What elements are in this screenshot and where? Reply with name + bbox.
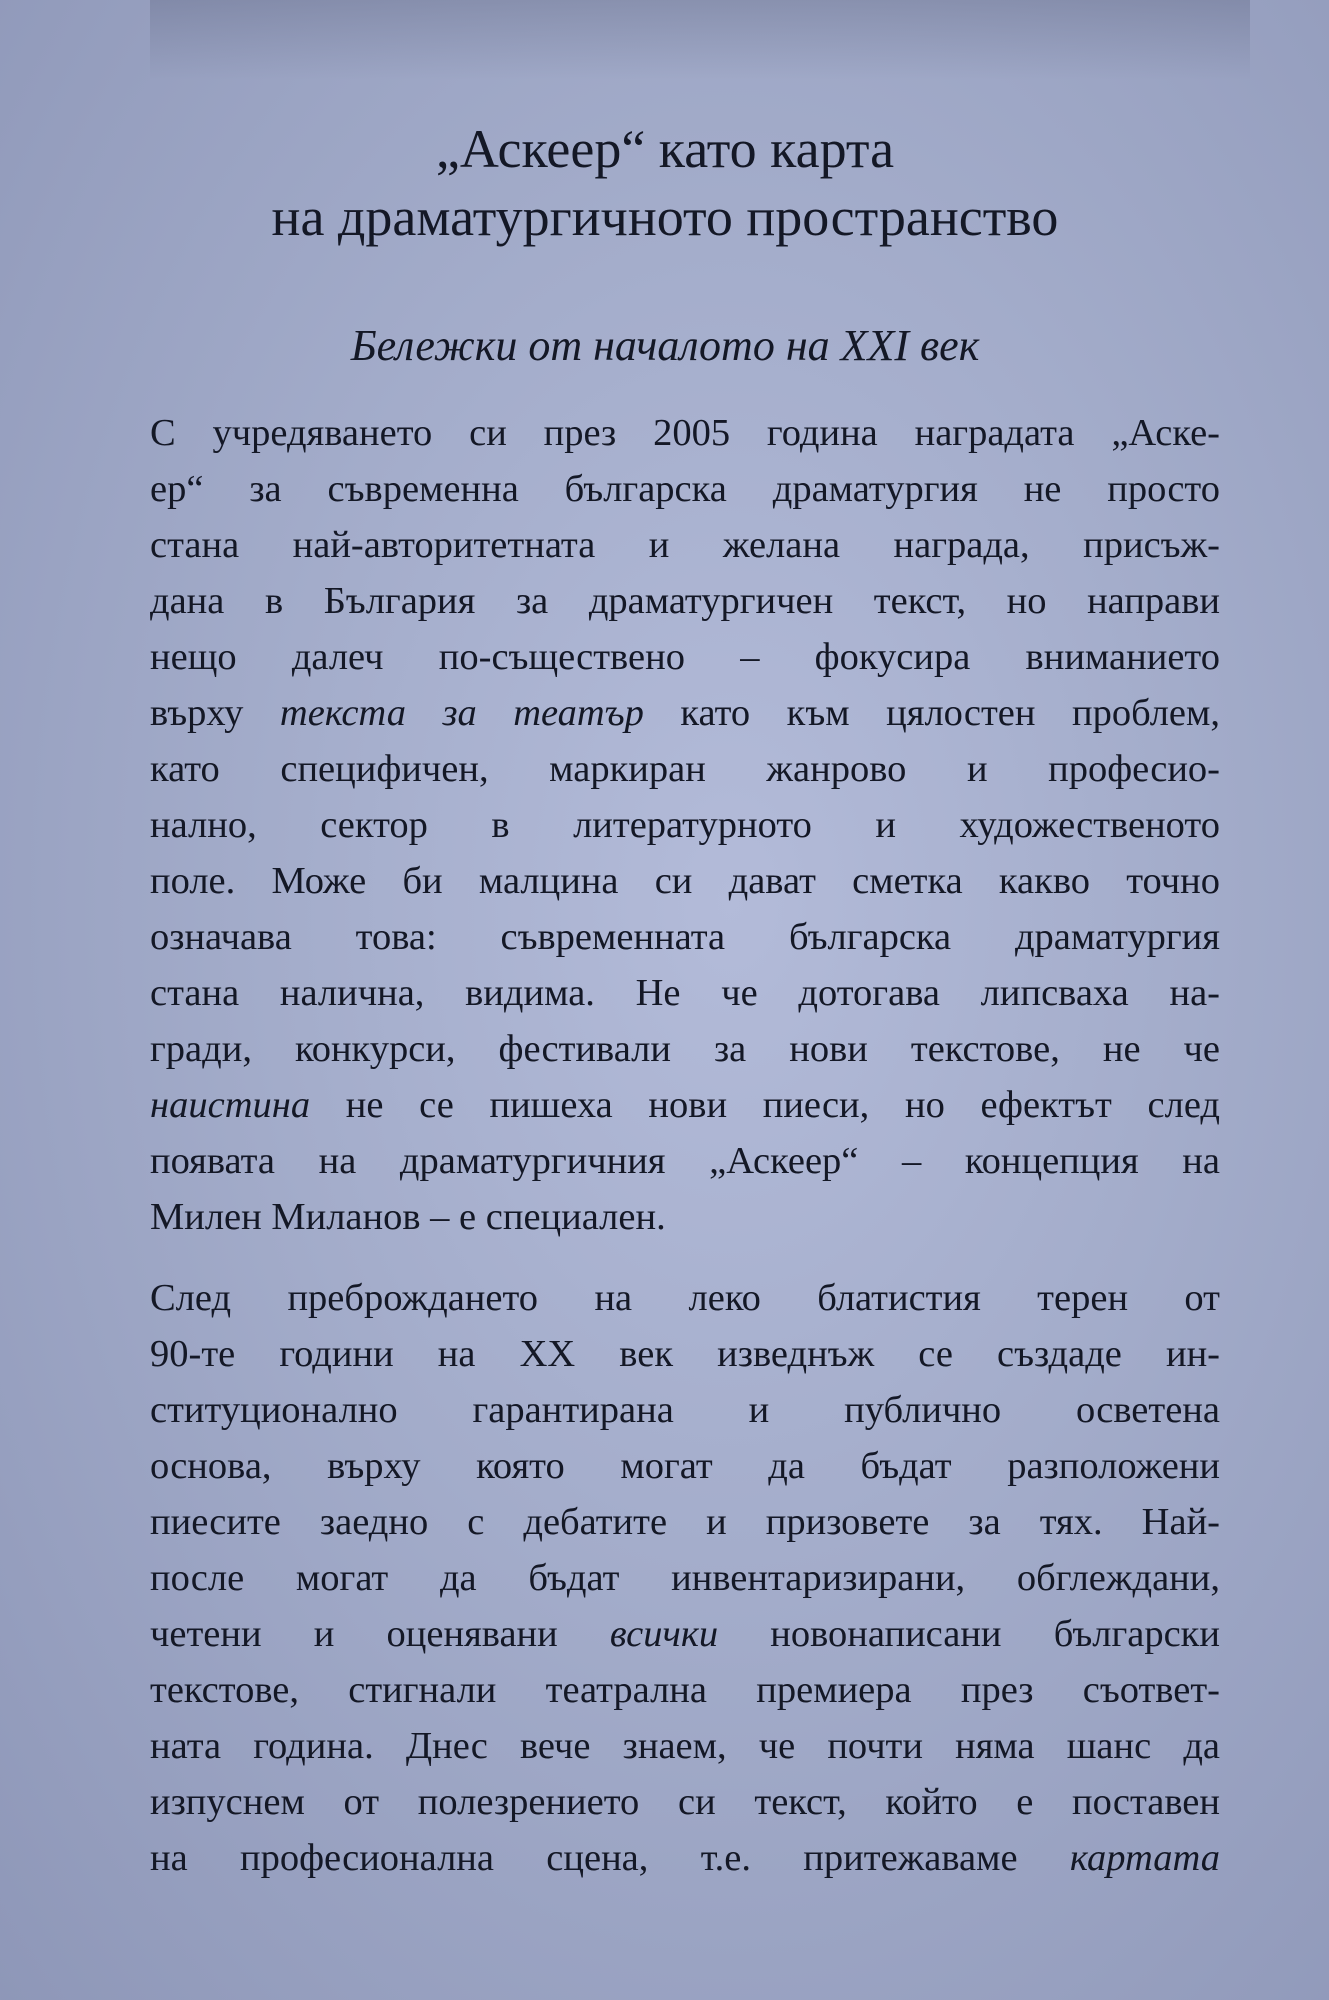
text-line bbox=[150, 1606, 1220, 1662]
text-fragment: върху bbox=[150, 692, 280, 734]
text-line: означава това: съвременната българска драматургия bbox=[150, 916, 1220, 958]
chapter-title-line-2: на драматургичното пространство bbox=[271, 187, 1059, 247]
text-line: ституционално гарантирана и публично осветена bbox=[150, 1389, 1220, 1431]
paragraph-1 bbox=[150, 405, 1220, 1245]
text-line: нещо далеч по-съществено – фокусира вниманието bbox=[150, 636, 1220, 678]
text-line: ер“ за съвременна българска драматургия не просто bbox=[150, 468, 1220, 510]
text-line: Милен Миланов – е специален. bbox=[150, 1196, 666, 1238]
text-line: поле. Може би малцина си дават сметка какво точно bbox=[150, 860, 1220, 902]
text-line bbox=[150, 1077, 1220, 1133]
text-line: нално, сектор в литературното и художественото bbox=[150, 804, 1220, 846]
text-line: стана налична, видима. Не че дотогава липсваха на- bbox=[150, 972, 1220, 1014]
text-line: ната година. Днес вече знаем, че почти няма шанс да bbox=[150, 1725, 1220, 1767]
text-line: стана най-авторитетната и желана награда, присъж- bbox=[150, 524, 1220, 566]
text-line: пиесите заедно с дебатите и призовете за тях. Най- bbox=[150, 1501, 1220, 1543]
italic-emphasis: наистина bbox=[150, 1084, 311, 1126]
text-fragment: като към цялостен проблем, bbox=[643, 692, 1220, 734]
text-line: изпуснем от полезрението си текст, който е поставен bbox=[150, 1781, 1220, 1823]
paragraph-2 bbox=[150, 1270, 1220, 1886]
text-line: появата на драматургичния „Аскеер“ – концепция на bbox=[150, 1140, 1220, 1182]
bleed-through-shadow bbox=[150, 0, 1250, 80]
chapter-subtitle: Бележки от началото на XXI век bbox=[350, 321, 980, 370]
text-line: като специфичен, маркиран жанрово и професио- bbox=[150, 748, 1220, 790]
text-line: после могат да бъдат инвентаризирани, обглеждани, bbox=[150, 1557, 1220, 1599]
text-line: гради, конкурси, фестивали за нови текстове, не че bbox=[150, 1028, 1220, 1070]
text-line: основа, върху която могат да бъдат разположени bbox=[150, 1445, 1220, 1487]
italic-emphasis: картата bbox=[1069, 1837, 1220, 1879]
text-line: 90-те години на XX век изведнъж се създаде ин- bbox=[150, 1333, 1220, 1375]
text-fragment: на професионална сцена, т.е. притежаваме bbox=[150, 1837, 1070, 1879]
text-fragment: новонаписани български bbox=[718, 1613, 1220, 1655]
text-line: След преброждането на леко блатистия терен от bbox=[150, 1277, 1220, 1319]
text-line: С учредяването си през 2005 година наградата „Аске- bbox=[150, 412, 1220, 454]
text-line bbox=[150, 685, 1220, 741]
text-fragment: четени и оценявани bbox=[150, 1613, 610, 1655]
text-line: дана в България за драматургичен текст, но направи bbox=[150, 580, 1220, 622]
italic-emphasis: текста за театър bbox=[279, 692, 644, 734]
text-line: текстове, стигнали театрална премиера през съответ- bbox=[150, 1669, 1220, 1711]
chapter-title-line-1: „Аскеер“ като карта bbox=[435, 119, 895, 179]
text-line bbox=[150, 1830, 1220, 1886]
text-fragment: не се пишеха нови пиеси, но ефектът след bbox=[310, 1084, 1220, 1126]
italic-emphasis: всички bbox=[609, 1613, 719, 1655]
